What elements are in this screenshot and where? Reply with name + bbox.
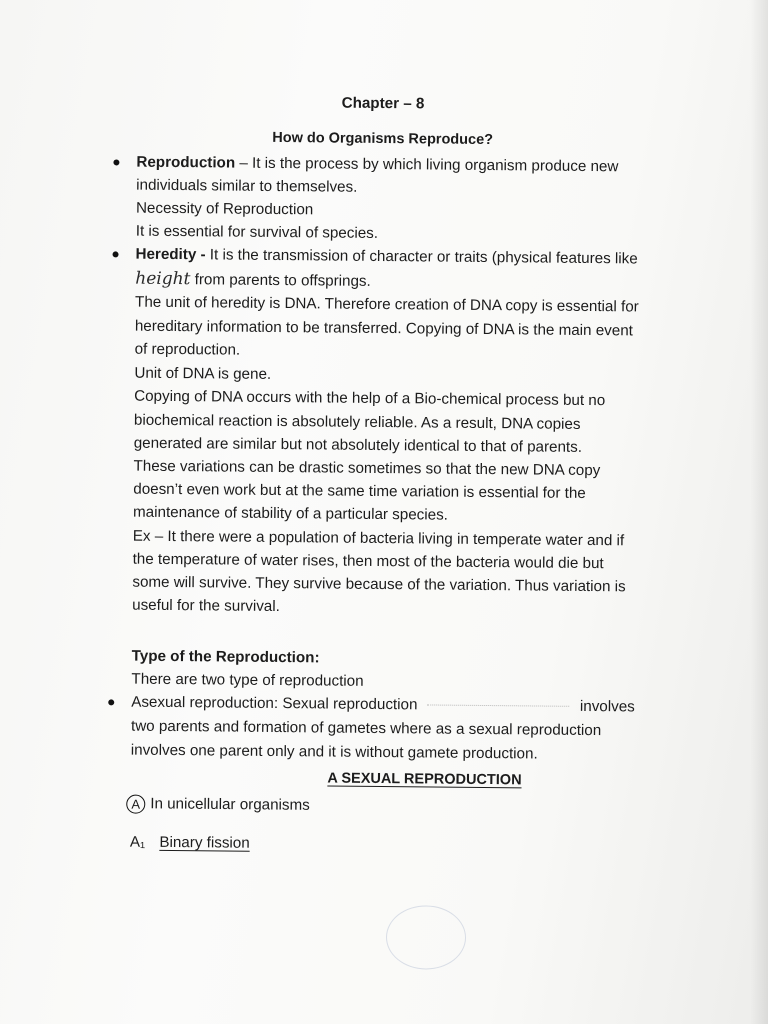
bullet-asexual	[108, 699, 114, 705]
reproduction-term: Reproduction	[136, 153, 236, 172]
heredity-def-2: from parents to offsprings.	[194, 271, 371, 290]
sub-a-label: In unicellular organisms	[150, 795, 310, 814]
heredity-line: generated are similar but not absolutely identical to that of parents.	[133, 434, 583, 456]
heredity-line: maintenance of stability of a particular species.	[132, 503, 449, 524]
handwritten-height: height	[135, 268, 191, 290]
reproduction-definition-line-2: individuals similar to themselves.	[136, 176, 358, 196]
heredity-line: The unit of heredity is DNA. Therefore creation of DNA copy is essential for	[135, 293, 639, 316]
heredity-def-1: It is the transmission of character or traits (physical features like	[209, 246, 638, 268]
heredity-line: the temperature of water rises, then most of the bacteria would die but	[132, 550, 604, 573]
necessity-heading: Necessity of Reproduction	[135, 199, 314, 219]
page-title: How do Organisms Reproduce?	[272, 129, 494, 149]
sub-a1-binary-fission	[130, 834, 250, 853]
types-intro: There are two type of reproduction	[131, 670, 364, 690]
heredity-line: doesn’t even work but at the same time variation is essential for the	[133, 480, 586, 502]
necessity-text: It is essential for survival of species.	[135, 222, 379, 242]
bullet-reproduction	[113, 159, 119, 165]
types-asexual-line-1	[131, 694, 635, 717]
heredity-line: hereditary information to be transferred. Copying of DNA is the main event	[134, 317, 633, 340]
pen-smudge-mark	[386, 905, 467, 970]
asexual-section-heading: A SEXUAL REPRODUCTION	[327, 770, 522, 789]
heredity-definition-line-1	[135, 246, 637, 269]
heredity-line: Unit of DNA is gene.	[134, 364, 272, 383]
heredity-line: Copying of DNA occurs with the help of a Bio-chemical process but no	[134, 387, 606, 410]
faded-text-smudge	[428, 705, 570, 707]
bullet-heredity	[113, 251, 119, 257]
reproduction-def-1: – It is the process by which living organism produce new	[239, 154, 619, 176]
types-heading: Type of the Reproduction:	[131, 647, 320, 667]
chapter-heading: Chapter – 8	[341, 94, 425, 113]
heredity-term: Heredity -	[135, 245, 206, 264]
sub-a1-marker: A₁	[129, 833, 146, 851]
sub-a1-label: Binary fission	[159, 833, 250, 852]
sub-a-unicellular	[126, 795, 310, 816]
types-asexual-line-3: involves one parent only and it is without gamete production.	[130, 741, 538, 763]
heredity-line: These variations can be drastic sometimes so that the new DNA copy	[133, 457, 601, 480]
heredity-line: useful for the survival.	[132, 596, 280, 616]
types-asexual-line-2: two parents and formation of gametes where as a sexual reproduction	[130, 717, 602, 740]
circled-a-marker: A	[126, 795, 145, 814]
heredity-line: some will survive. They survive because of the variation. Thus variation is	[132, 573, 626, 596]
types-asexual-1-end: involves	[579, 697, 635, 716]
heredity-definition-line-2	[135, 270, 371, 291]
heredity-line: of reproduction.	[134, 340, 241, 359]
reproduction-definition-line-1	[136, 154, 618, 177]
heredity-line: Ex – It there were a population of bacteria living in temperate water and if	[132, 527, 625, 550]
types-asexual-1: Asexual reproduction: Sexual reproduction	[131, 693, 418, 714]
heredity-line: biochemical reaction is absolutely reliable. As a result, DNA copies	[133, 411, 581, 433]
